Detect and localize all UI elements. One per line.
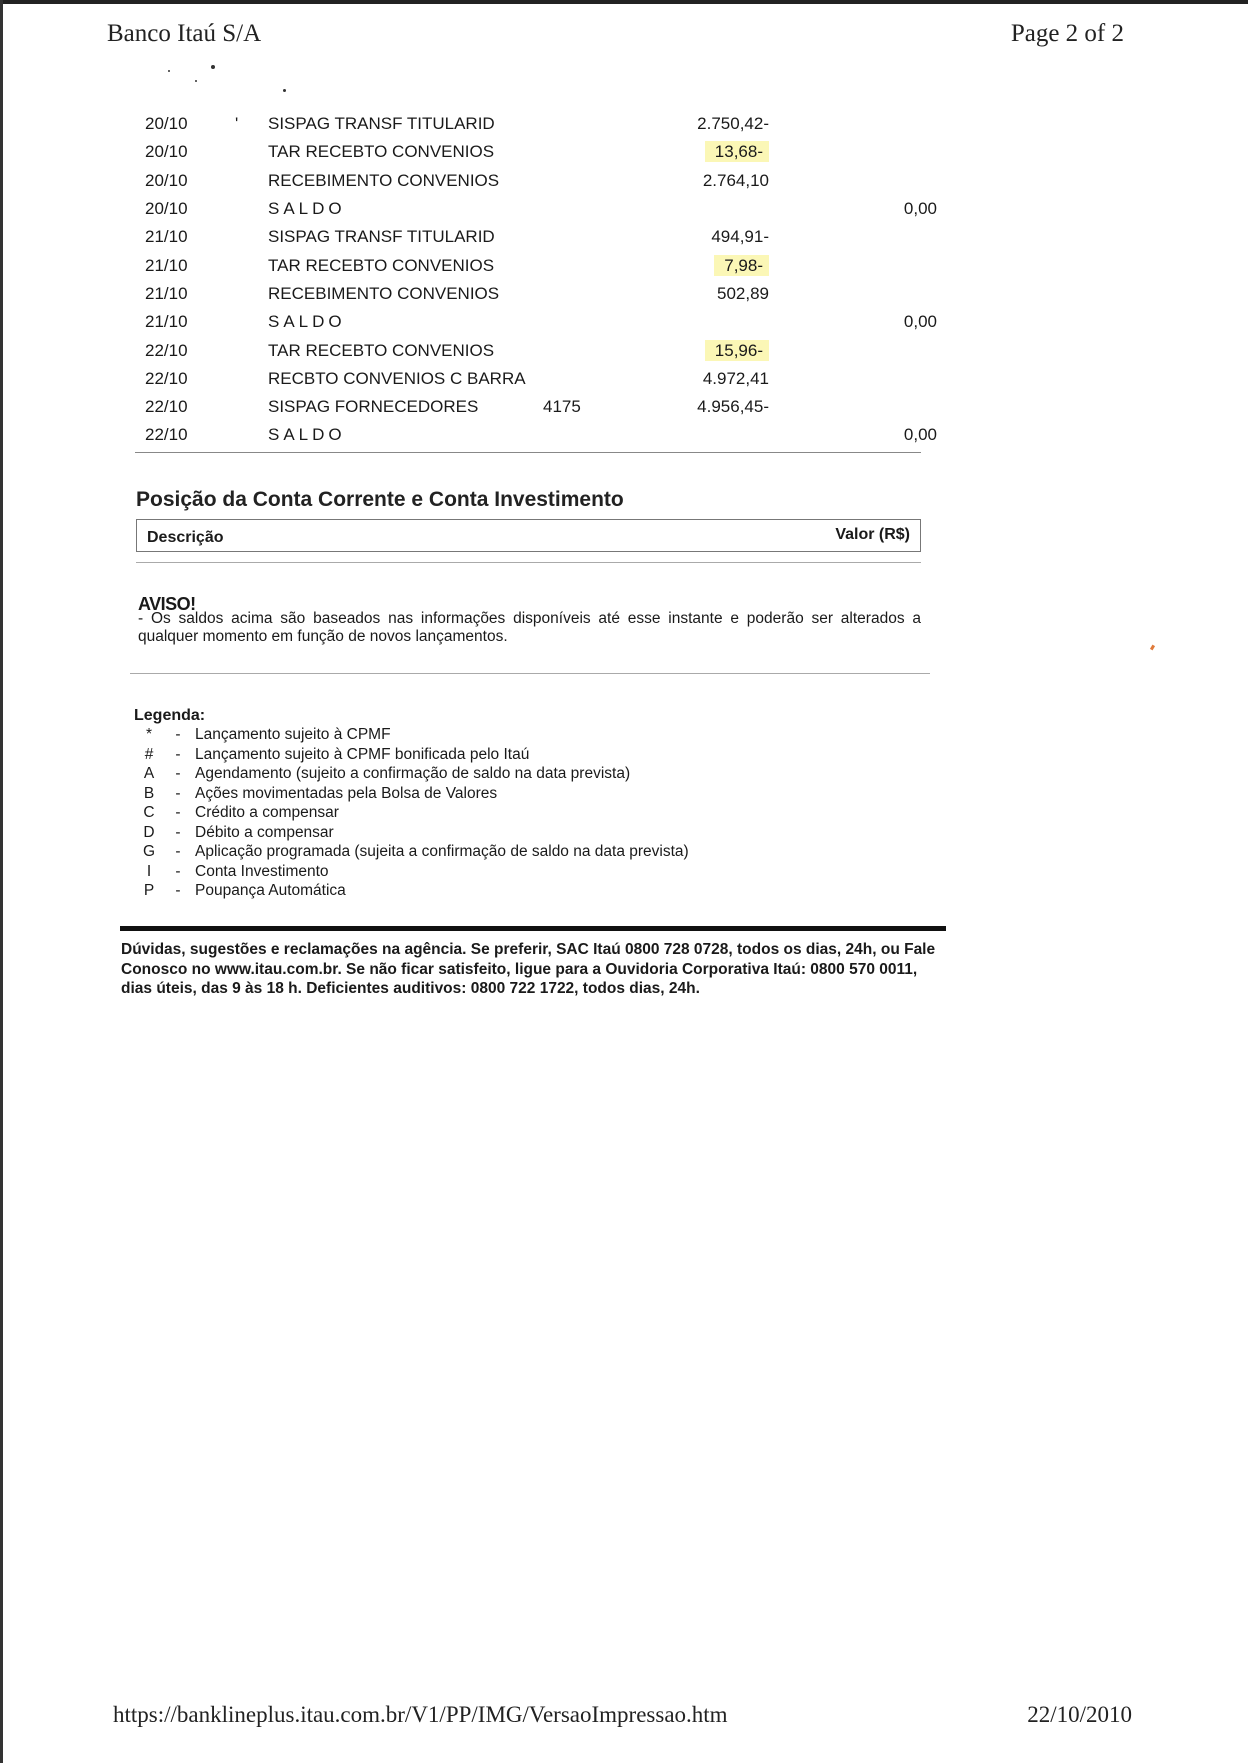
transaction-mark: [235, 365, 268, 393]
legend-separator: -: [175, 823, 181, 841]
aviso-title: AVISO!: [138, 594, 196, 614]
transactions-table: [120, 110, 937, 450]
legend-text: Débito a compensar: [195, 823, 334, 841]
position-rule: [136, 562, 921, 563]
highlighted-value: 13,68-: [705, 141, 769, 162]
transaction-description: SISPAG TRANSF TITULARID: [268, 114, 495, 134]
transaction-document: [543, 280, 656, 308]
transaction-description: TAR RECEBTO CONVENIOS: [268, 255, 495, 275]
transaction-document: [543, 138, 656, 166]
transaction-description: TAR RECEBTO CONVENIOS: [268, 340, 495, 360]
transaction-description: SALDO: [268, 425, 346, 445]
transaction-balance: [769, 280, 937, 308]
legend-text: Poupança Automática: [195, 882, 346, 899]
transaction-balance: [769, 167, 937, 195]
transaction-row: [120, 167, 937, 195]
legend-key: C: [143, 804, 155, 821]
transaction-value: [656, 138, 769, 166]
transaction-mark: [235, 138, 268, 166]
footer-contact-text: Dúvidas, sugestões e reclamações na agência. Se preferir, SAC Itaú 0800 728 0728, todos os dias, 24h, ou Fale Conosco no www.itau.com.br. Se não ficar satisfeito, ligue para a Ouvidoria Corporativa Itaú: 0800 570 0011, dias úteis, das 9 às 18 h. Deficientes auditivos: 0800 722 1722, todos dias, 24h.: [121, 941, 936, 997]
transaction-value: 2.764,10: [702, 170, 769, 190]
legend-list: [137, 725, 689, 901]
transaction-value: 502,89: [717, 283, 769, 303]
transaction-balance: [769, 393, 937, 421]
transaction-mark: [235, 393, 268, 421]
legend-separator: -: [175, 843, 181, 860]
transaction-date: 20/10: [145, 114, 188, 134]
legend-separator: -: [175, 862, 181, 880]
scan-specks: [165, 62, 305, 102]
transaction-value: [656, 421, 769, 449]
legend-key: #: [144, 745, 154, 763]
transaction-row: [120, 365, 937, 393]
legend-item: [137, 784, 689, 804]
transaction-value: [656, 336, 769, 364]
transaction-balance: 0,00: [903, 199, 937, 219]
transaction-row: [120, 336, 937, 364]
legend-key: P: [143, 882, 155, 899]
transaction-description: RECBTO CONVENIOS C BARRA: [268, 368, 526, 388]
transaction-row: [120, 308, 937, 336]
transaction-balance: 0,00: [903, 425, 937, 445]
position-title: Posição da Conta Corrente e Conta Investimento: [136, 488, 624, 511]
transaction-row: [120, 223, 937, 251]
transaction-date: 22/10: [145, 397, 188, 417]
legend-separator: -: [175, 745, 181, 763]
transaction-mark: [235, 336, 268, 364]
transaction-mark: [235, 195, 268, 223]
position-col-description: Descrição: [147, 529, 224, 546]
transaction-mark: ': [235, 114, 239, 134]
legend-text: Lançamento sujeito à CPMF bonificada pelo Itaú: [195, 745, 530, 763]
transaction-value: [656, 308, 769, 336]
legend-separator: -: [175, 882, 181, 899]
legend-key: D: [143, 823, 155, 841]
transaction-description: SISPAG TRANSF TITULARID: [268, 227, 495, 247]
transaction-value: [656, 195, 769, 223]
legend-item: [137, 862, 689, 882]
transaction-document: [543, 308, 656, 336]
transaction-row: [120, 280, 937, 308]
transaction-balance: [769, 365, 937, 393]
transaction-value: [656, 251, 769, 279]
legend-title: Legenda:: [134, 707, 206, 724]
transaction-value: 4.972,41: [702, 368, 769, 388]
transaction-date: 20/10: [145, 199, 188, 219]
legend-key: *: [145, 726, 153, 743]
transaction-date: 21/10: [145, 255, 188, 275]
transaction-date: 20/10: [145, 170, 188, 190]
transaction-date: 22/10: [145, 425, 188, 445]
highlighted-value: 15,96-: [705, 340, 769, 361]
transaction-balance: 0,00: [903, 312, 937, 332]
scan-red-mark: [1150, 645, 1155, 651]
scan-edge-top: [0, 0, 1248, 4]
transaction-document: [543, 195, 656, 223]
transaction-value: 2.750,42-: [697, 114, 769, 134]
legend-item: [137, 881, 689, 901]
legend-separator: -: [175, 784, 181, 802]
transaction-description: SALDO: [268, 312, 346, 332]
transaction-document: [543, 421, 656, 449]
transaction-date: 21/10: [145, 312, 188, 332]
transaction-document: [543, 110, 656, 138]
legend-item: [137, 803, 689, 823]
legend-item: [137, 823, 689, 843]
legend-text: Conta Investimento: [195, 862, 329, 880]
bank-name: Banco Itaú S/A: [107, 20, 262, 47]
transaction-row: [120, 251, 937, 279]
highlighted-value: 7,98-: [714, 255, 769, 276]
transaction-document: [543, 336, 656, 364]
transaction-description: TAR RECEBTO CONVENIOS: [268, 142, 495, 162]
legend-text: Agendamento (sujeito a confirmação de saldo na data prevista): [195, 765, 631, 782]
transaction-mark: [235, 280, 268, 308]
transaction-balance: [769, 251, 937, 279]
transaction-date: 21/10: [145, 227, 188, 247]
transaction-date: 22/10: [145, 340, 188, 360]
footer-bar: [120, 926, 946, 931]
legend-separator: -: [175, 726, 181, 743]
transaction-description: RECEBIMENTO CONVENIOS: [268, 283, 500, 303]
transaction-row: [120, 195, 937, 223]
legend-item: [137, 745, 689, 765]
position-col-value: Valor (R$): [835, 526, 910, 543]
transaction-row: [120, 138, 937, 166]
scan-edge-left: [0, 0, 3, 1763]
transaction-mark: [235, 251, 268, 279]
transaction-document: [543, 223, 656, 251]
legend-item: [137, 725, 689, 745]
legend-item: [137, 842, 689, 862]
legend-text: Crédito a compensar: [195, 804, 339, 821]
legend-text: Lançamento sujeito à CPMF: [195, 726, 391, 743]
transaction-date: 21/10: [145, 283, 188, 303]
transaction-description: SALDO: [268, 199, 346, 219]
aviso-rule: [130, 673, 930, 674]
aviso-text: - Os saldos acima são baseados nas informações disponíveis até esse instante e poderão ser alterados a qualquer momento em função de novos lançamentos.: [138, 610, 921, 645]
transaction-mark: [235, 223, 268, 251]
transaction-description: RECEBIMENTO CONVENIOS: [268, 170, 500, 190]
transaction-description: SISPAG FORNECEDORES: [268, 397, 479, 417]
transaction-balance: [769, 336, 937, 364]
page-number: Page 2 of 2: [1010, 20, 1124, 47]
transaction-row: [120, 421, 937, 449]
print-date: 22/10/2010: [1027, 1702, 1132, 1727]
position-header-box: [136, 519, 921, 552]
legend-text: Aplicação programada (sujeita a confirmação de saldo na data prevista): [195, 843, 689, 860]
legend-separator: -: [175, 765, 181, 782]
transaction-date: 22/10: [145, 368, 188, 388]
transactions-bottom-rule: [135, 452, 921, 453]
legend-item: [137, 764, 689, 784]
transaction-mark: [235, 167, 268, 195]
transaction-value: 494,91-: [711, 227, 769, 247]
legend-key: A: [143, 765, 155, 782]
legend-key: I: [146, 862, 152, 880]
legend-separator: -: [175, 804, 181, 821]
transaction-document: 4175: [543, 397, 581, 417]
print-url: https://banklineplus.itau.com.br/V1/PP/IMG/VersaoImpressao.htm: [113, 1702, 728, 1727]
legend-key: G: [142, 843, 156, 860]
transaction-date: 20/10: [145, 142, 188, 162]
transaction-balance: [769, 223, 937, 251]
transaction-document: [543, 167, 656, 195]
legend-text: Ações movimentadas pela Bolsa de Valores: [195, 784, 498, 802]
transaction-value: 4.956,45-: [697, 397, 769, 417]
transaction-document: [543, 365, 656, 393]
legend-key: B: [143, 784, 155, 802]
transaction-mark: [235, 421, 268, 449]
transaction-document: [543, 251, 656, 279]
transaction-balance: [769, 138, 937, 166]
transaction-row: [120, 393, 937, 421]
transaction-balance: [769, 110, 937, 138]
transaction-mark: [235, 308, 268, 336]
transaction-row: [120, 110, 937, 138]
